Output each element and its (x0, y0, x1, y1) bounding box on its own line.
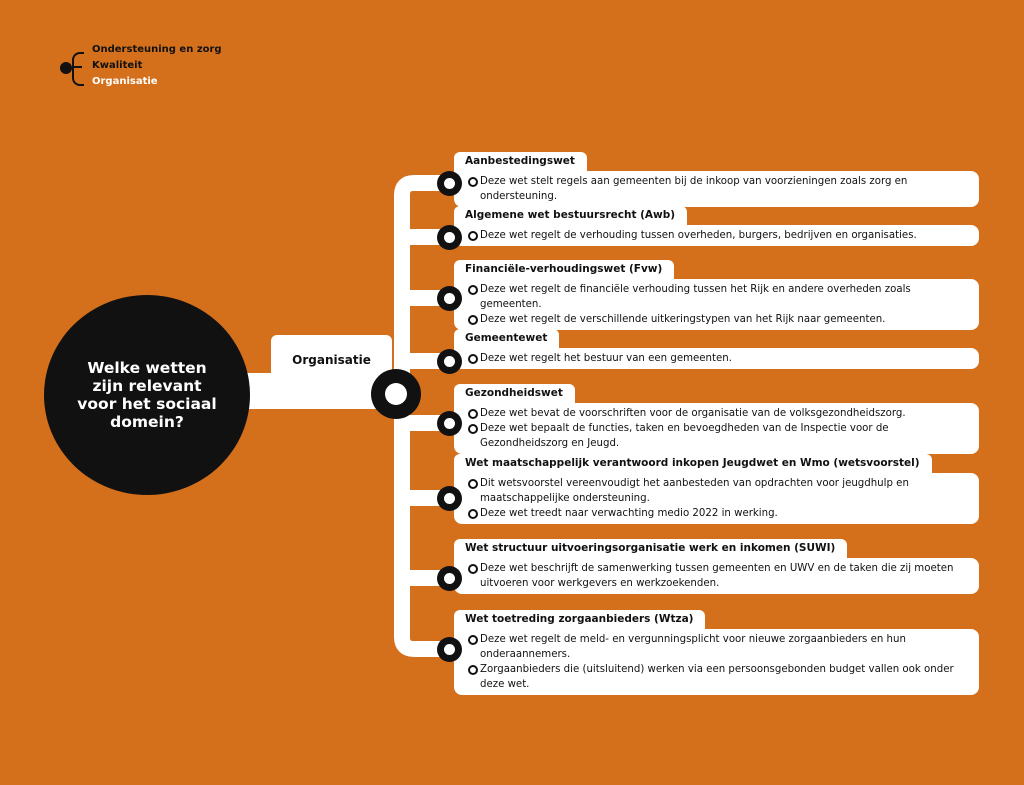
law-title: Wet toetreding zorgaanbieders (Wtza) (454, 610, 705, 629)
law-description (454, 348, 979, 369)
law-line: Deze wet regelt de verschillende uitkeringstypen van het Rijk naar gemeenten. (480, 312, 969, 327)
bullet-icon (468, 635, 478, 645)
bullet-icon (468, 424, 478, 434)
law-title: Algemene wet bestuursrecht (Awb) (454, 206, 687, 225)
law-line: Zorgaanbieders die (uitsluitend) werken via een persoonsgebonden budget vallen ook onder deze wet. (480, 662, 969, 692)
law-description (454, 629, 979, 695)
bullet-icon (468, 354, 478, 364)
bullet-icon (468, 479, 478, 489)
law-line: Deze wet regelt de meld- en vergunningsplicht voor nieuwe zorgaanbieders en hun onderaannemers. (480, 632, 969, 662)
law-line: Deze wet bepaalt de functies, taken en bevoegdheden van de Inspectie voor de Gezondheidszorg en Jeugd. (480, 421, 969, 451)
bullet-icon (468, 315, 478, 325)
category-box: Organisatie (271, 335, 392, 385)
law-line: Deze wet regelt de verhouding tussen overheden, burgers, bedrijven en organisaties. (480, 228, 969, 243)
bullet-icon (468, 177, 478, 187)
law-line: Deze wet stelt regels aan gemeenten bij de inkoop van voorzieningen zoals zorg en ondersteuning. (480, 174, 969, 204)
law-description (454, 403, 979, 454)
law-line: Deze wet regelt de financiële verhouding tussen het Rijk en andere overheden zoals gemeenten. (480, 282, 969, 312)
legend-item-kwaliteit: Kwaliteit (92, 60, 143, 71)
law-title: Gezondheidswet (454, 384, 575, 403)
main-question-circle (44, 295, 250, 495)
law-title: Aanbestedingswet (454, 152, 587, 171)
law-description (454, 171, 979, 207)
law-line: Dit wetsvoorstel vereenvoudigt het aanbesteden van opdrachten voor jeugdhulp en maatschappelijke ondersteuning. (480, 476, 969, 506)
bullet-icon (468, 285, 478, 295)
node-ring-icon (437, 349, 462, 374)
law-title: Wet structuur uitvoeringsorganisatie werk en inkomen (SUWI) (454, 539, 847, 558)
node-ring-icon (437, 566, 462, 591)
law-title: Financiële-verhoudingswet (Fvw) (454, 260, 674, 279)
law-description (454, 279, 979, 330)
law-description (454, 473, 979, 524)
hub-ring-icon (371, 369, 421, 419)
law-line: Deze wet beschrijft de samenwerking tussen gemeenten en UWV en de taken die zij moeten uitvoeren voor werkgevers en werkzoekenden. (480, 561, 969, 591)
node-ring-icon (437, 225, 462, 250)
bullet-icon (468, 409, 478, 419)
node-ring-icon (437, 286, 462, 311)
legend-item-organisatie: Organisatie (92, 76, 158, 87)
bullet-icon (468, 509, 478, 519)
law-line: Deze wet regelt het bestuur van een gemeenten. (480, 351, 969, 366)
node-ring-icon (437, 486, 462, 511)
node-ring-icon (437, 171, 462, 196)
law-description (454, 225, 979, 246)
law-title: Wet maatschappelijk verantwoord inkopen Jeugdwet en Wmo (wetsvoorstel) (454, 454, 932, 473)
law-line: Deze wet bevat de voorschriften voor de organisatie van de volksgezondheidszorg. (480, 406, 969, 421)
node-ring-icon (437, 411, 462, 436)
bullet-icon (468, 231, 478, 241)
law-line: Deze wet treedt naar verwachting medio 2022 in werking. (480, 506, 969, 521)
legend-item-ondersteuning: Ondersteuning en zorg (92, 44, 222, 55)
bullet-icon (468, 564, 478, 574)
bullet-icon (468, 665, 478, 675)
main-question: Welke wetten zijn relevant voor het sociaal domein? (77, 359, 217, 431)
law-description (454, 558, 979, 594)
law-title: Gemeentewet (454, 329, 559, 348)
node-ring-icon (437, 637, 462, 662)
